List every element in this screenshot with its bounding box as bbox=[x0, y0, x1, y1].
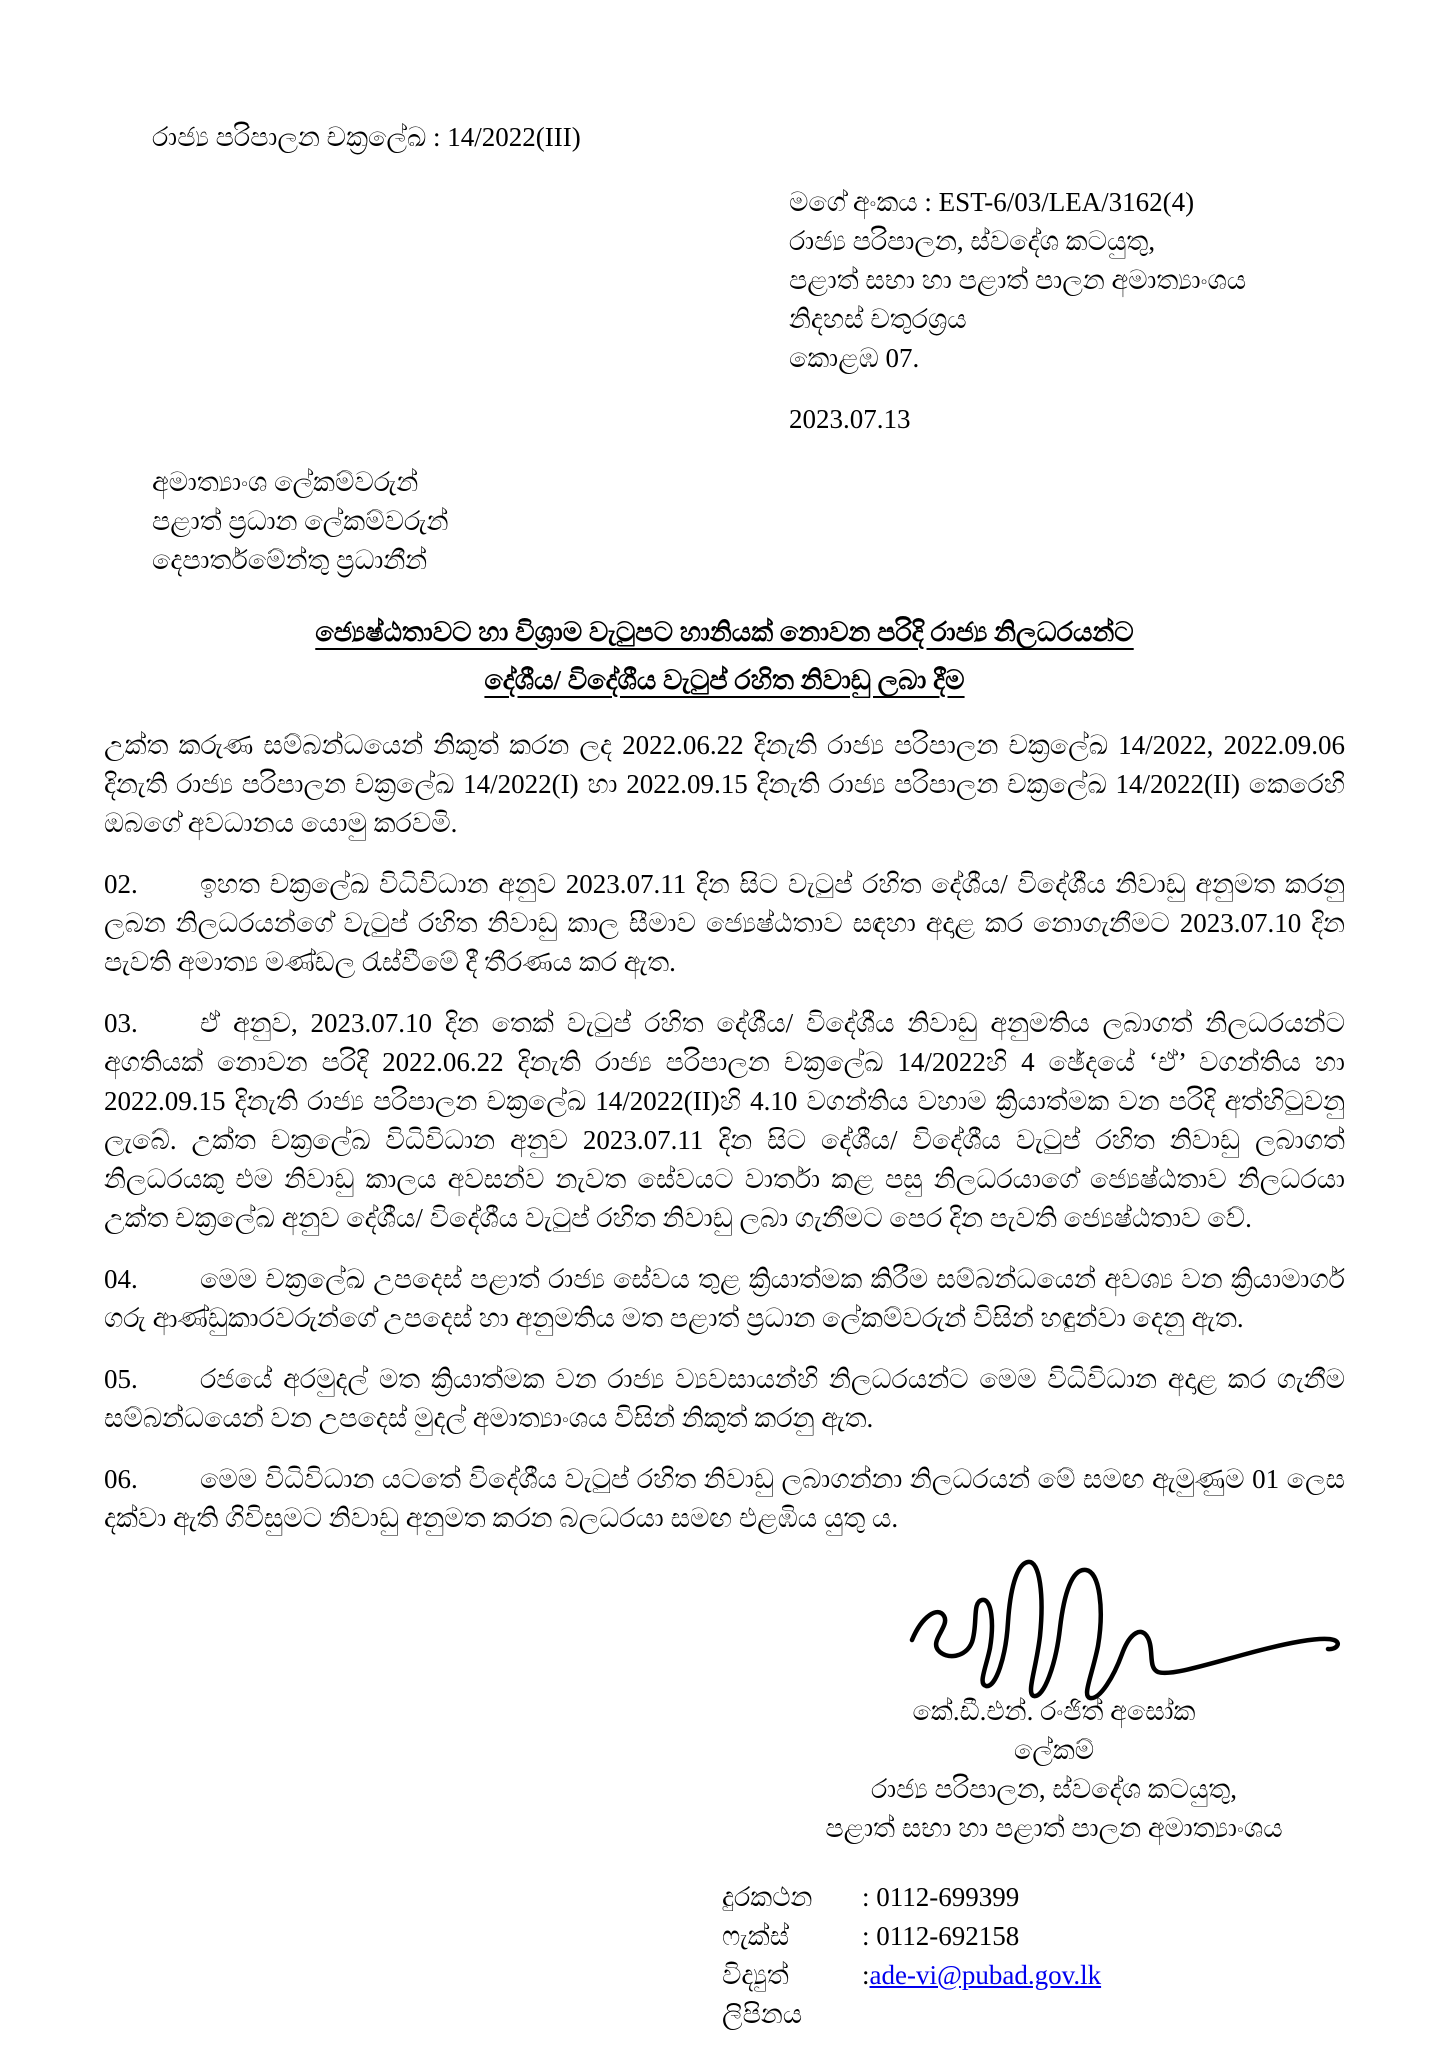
paragraph-06 bbox=[104, 1460, 1345, 1538]
signatory-org-line1: රාජ්‍ය පරිපාලන, ස්වදේශ කටයුතු, bbox=[870, 1774, 1238, 1804]
circular-reference: රාජ්‍ය පරිපාලන චක්‍රලේඛ : 14/2022(III) bbox=[152, 122, 581, 152]
paragraph-text: ඉහත චක්‍රලේඛ විධිවිධාන අනුව 2023.07.11 දින සිට වැටුප් රහිත දේශීය/ විදේශීය නිවාඩු අනුමත කරනු ලබන නිලධරයන්ගේ වැටුප් රහිත නිවාඩු කාල සීමාව ජ්‍යෙෂ්ඨතාව සඳහා අදාළ කර නොගැනීමට 2023.07.10 දින පැවති අමාත්‍ය මණ්ඩල රැස්වීමේ දී තීරණය කර ඇත. bbox=[104, 869, 1345, 977]
sender-gap bbox=[789, 378, 1345, 400]
fax-row bbox=[722, 1917, 1345, 1956]
recipient-line-ministry-secretaries: අමාත්‍යාංශ ලේකම්වරුන් bbox=[152, 467, 419, 497]
fax-label: ෆැක්ස් bbox=[722, 1921, 790, 1951]
email-label: විද්‍යුත් ලිපිනය bbox=[722, 1960, 803, 2029]
fax-value: : 0112-692158 bbox=[862, 1921, 1020, 1951]
paragraph-number: 05. bbox=[104, 1364, 138, 1394]
signatory-org-line2: පළාත් සභා හා පළාත් පාලන අමාත්‍යාංශය bbox=[825, 1813, 1283, 1843]
paragraph-number: 03. bbox=[104, 1008, 138, 1038]
email-row bbox=[722, 1956, 1345, 2034]
paragraph-number: 04. bbox=[104, 1264, 138, 1294]
sender-ministry-line2: පළාත් සභා හා පළාත් පාලන අමාත්‍යාංශය bbox=[789, 265, 1247, 295]
paragraph-number: 02. bbox=[104, 869, 138, 899]
my-number-line: මගේ අංකය : EST-6/03/LEA/3162(4) bbox=[789, 187, 1195, 217]
letter-title-line1: ජ්‍යෙෂ්ඨතාවට හා විශ්‍රාම වැටුපට හානියක් නොවන පරිදි රාජ්‍ය නිලධරයන්ට bbox=[315, 617, 1134, 647]
sender-city-line: කොළඹ 07. bbox=[789, 343, 920, 373]
paragraph-text: උක්ත කරුණ සම්බන්ධයෙන් නිකුත් කරන ලද 2022.06.22 දිනැති රාජ්‍ය පරිපාලන චක්‍රලේඛ 14/2022, 2022.09.06 දිනැති රාජ්‍ය පරිපාලන චක්‍රලේඛ 14/2022(I) හා 2022.09.15 දිනැති රාජ්‍ය පරිපාලන චක්‍රලේඛ 14/2022(II) කෙරෙහි ඔබගේ අවධානය යොමු කරවමි. bbox=[104, 730, 1345, 838]
contact-block bbox=[722, 1878, 1345, 2034]
sender-ministry-line1: රාජ්‍ය පරිපාලන, ස්වදේශ කටයුතු, bbox=[789, 226, 1156, 256]
recipient-line-chief-secretaries: පළාත් ප්‍රධාන ලේකම්වරුන් bbox=[152, 506, 449, 536]
phone-label: දුරකථන bbox=[722, 1882, 813, 1912]
paragraph-text: මෙම විධිවිධාන යටතේ විදේශීය වැටුප් රහිත නිවාඩු ලබාගන්නා නිලධරයන් මේ සමඟ ඇමුණුම 01 ලෙස දක්වා ඇති ගිවිසුමට නිවාඩු අනුමත කරන බලධරයා සමඟ එළඹිය යුතු ය. bbox=[104, 1464, 1345, 1533]
phone-row bbox=[722, 1878, 1345, 1917]
recipients-block bbox=[152, 463, 1345, 580]
paragraph-number: 06. bbox=[104, 1464, 138, 1494]
paragraph-05 bbox=[104, 1360, 1345, 1438]
sender-address-block bbox=[789, 183, 1345, 439]
email-colon: : bbox=[862, 1960, 870, 1990]
phone-value: : 0112-699399 bbox=[862, 1882, 1020, 1912]
paragraph-text: රජයේ අරමුදල් මත ක්‍රියාත්මක වන රාජ්‍ය ව්‍යවසායන්හි නිලධරයන්ට මෙම විධිවිධාන අදාළ කර ගැනීම සම්බන්ධයෙන් වන උපදෙස් මුදල් අමාත්‍යාංශය විසින් නිකුත් කරනු ඇත. bbox=[104, 1364, 1345, 1433]
paragraph-03 bbox=[104, 1004, 1345, 1238]
letter-date: 2023.07.13 bbox=[789, 404, 911, 434]
letter-title-line2: දේශීය/ විදේශීය වැටුප් රහිත නිවාඩු ලබා දීම bbox=[484, 665, 965, 695]
paragraph-text: ඒ අනුව, 2023.07.10 දින තෙක් වැටුප් රහිත දේශීය/ විදේශීය නිවාඩු අනුමතිය ලබාගත් නිලධරයන්ට අගතියක් නොවන පරිදි 2022.06.22 දිනැති රාජ්‍ය පරිපාලන චක්‍රලේඛ 14/2022හි 4 ඡේදයේ ‘ඒ’ වගන්තිය හා 2022.09.15 දිනැති රාජ්‍ය පරිපාලන චක්‍රලේඛ 14/2022(II)හි 4.10 වගන්තිය වහාම ක්‍රියාත්මක වන පරිදි අත්හිටුවනු ලැබේ. උක්ත චක්‍රලේඛ විධිවිධාන අනුව 2023.07.11 දින සිට දේශීය/ විදේශීය වැටුප් රහිත නිවාඩු ලබාගත් නිලධරයකු එම නිවාඩු කාලය අවසන්ව නැවත සේවයට වාර්තා කළ පසු නිලධරයාගේ ජ්‍යෙෂ්ඨතාව නිලධරයා උක්ත චක්‍රලේඛ අනුව දේශීය/ විදේශීය වැටුප් රහිත නිවාඩු ලබා ගැනීමට පෙර දින පැවති ජ්‍යෙෂ්ඨතාව වේ. bbox=[104, 1008, 1345, 1233]
signatory-position: ලේකම් bbox=[1013, 1735, 1095, 1765]
paragraph-04 bbox=[104, 1260, 1345, 1338]
handwritten-signature bbox=[894, 1544, 1354, 1712]
paragraph-intro bbox=[104, 726, 1345, 843]
sender-street-line: නිදහස් චතුරශ්‍රය bbox=[789, 304, 967, 334]
letter-title bbox=[104, 608, 1345, 704]
recipient-line-department-heads: දෙපාර්තමේන්තු ප්‍රධානීන් bbox=[152, 545, 428, 575]
signature-block bbox=[744, 1544, 1364, 1848]
paragraph-text: මෙම චක්‍රලේඛ උපදෙස් පළාත් රාජ්‍ය සේවය තුළ ක්‍රියාත්මක කිරීම සම්බන්ධයෙන් අවශ්‍ය වන ක්‍රියාමාර්ග ගරු ආණ්ඩුකාරවරුන්ගේ උපදෙස් හා අනුමතිය මත පළාත් ප්‍රධාන ලේකම්වරුන් විසින් හඳුන්වා දෙනු ඇත. bbox=[104, 1264, 1345, 1333]
signatory-name: කේ.ඩී.එන්. රංජිත් අසෝක bbox=[912, 1696, 1196, 1726]
paragraph-02 bbox=[104, 865, 1345, 982]
email-link[interactable]: ade-vi@pubad.gov.lk bbox=[869, 1960, 1102, 1990]
